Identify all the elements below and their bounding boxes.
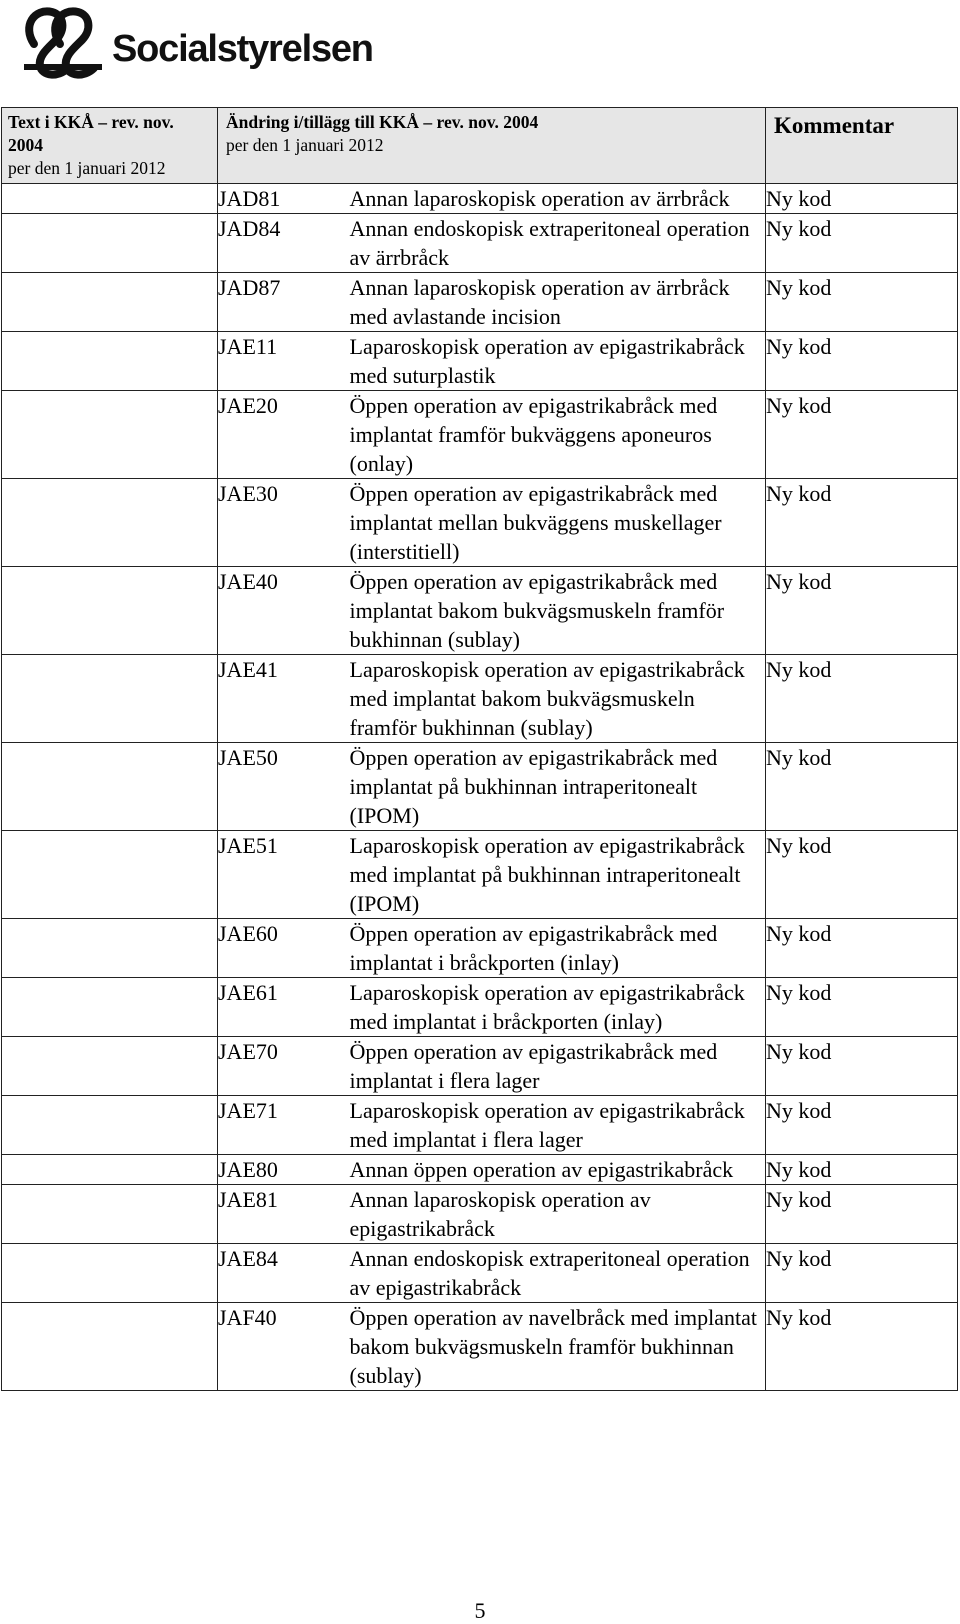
table-row — [2, 391, 958, 479]
comment-cell: Ny kod — [766, 1155, 958, 1185]
code-table — [1, 107, 958, 1391]
code-cell: JAE20 — [218, 391, 350, 479]
description-cell: Laparoskopisk operation av epigastrikabråck med suturplastik — [350, 332, 766, 391]
header-change-subtitle: per den 1 januari 2012 — [226, 135, 384, 155]
description-cell: Öppen operation av navelbråck med implantat bakom bukvägsmuskeln framför bukhinnan (sublay) — [350, 1303, 766, 1391]
code-cell: JAE30 — [218, 479, 350, 567]
table-row — [2, 1303, 958, 1391]
code-cell: JAD87 — [218, 273, 350, 332]
old-text-cell — [2, 978, 218, 1037]
description-cell: Annan öppen operation av epigastrikabråck — [350, 1155, 766, 1185]
description-cell: Öppen operation av epigastrikabråck med implantat bakom bukvägsmuskeln framför bukhinnan (sublay) — [350, 567, 766, 655]
comment-cell: Ny kod — [766, 1096, 958, 1155]
code-cell: JAE81 — [218, 1185, 350, 1244]
old-text-cell — [2, 1185, 218, 1244]
table-row — [2, 655, 958, 743]
table-row — [2, 1037, 958, 1096]
old-text-cell — [2, 479, 218, 567]
comment-cell: Ny kod — [766, 1303, 958, 1391]
description-cell: Öppen operation av epigastrikabråck med implantat i flera lager — [350, 1037, 766, 1096]
code-cell: JAE51 — [218, 831, 350, 919]
code-cell: JAE60 — [218, 919, 350, 978]
old-text-cell — [2, 332, 218, 391]
description-cell: Öppen operation av epigastrikabråck med implantat mellan bukväggens muskellager (interstitiell) — [350, 479, 766, 567]
description-cell: Annan laparoskopisk operation av ärrbråck med avlastande incision — [350, 273, 766, 332]
table-row — [2, 332, 958, 391]
code-cell: JAE41 — [218, 655, 350, 743]
comment-cell: Ny kod — [766, 184, 958, 214]
header-old-subtitle: per den 1 januari 2012 — [8, 158, 166, 178]
description-cell: Öppen operation av epigastrikabråck med implantat på bukhinnan intraperitonealt (IPOM) — [350, 743, 766, 831]
comment-cell: Ny kod — [766, 1244, 958, 1303]
comment-cell: Ny kod — [766, 1037, 958, 1096]
comment-cell: Ny kod — [766, 655, 958, 743]
table-header-row — [2, 108, 958, 184]
code-cell: JAE40 — [218, 567, 350, 655]
old-text-cell — [2, 1244, 218, 1303]
socialstyrelsen-logo — [20, 4, 420, 84]
old-text-cell — [2, 919, 218, 978]
old-text-cell — [2, 831, 218, 919]
comment-cell: Ny kod — [766, 1185, 958, 1244]
old-text-cell — [2, 1096, 218, 1155]
page-number: 5 — [474, 1598, 486, 1623]
description-cell: Annan endoskopisk extraperitoneal operation av epigastrikabråck — [350, 1244, 766, 1303]
old-text-cell — [2, 1303, 218, 1391]
code-cell: JAF40 — [218, 1303, 350, 1391]
code-cell: JAE80 — [218, 1155, 350, 1185]
comment-cell: Ny kod — [766, 978, 958, 1037]
table-row — [2, 214, 958, 273]
old-text-cell — [2, 391, 218, 479]
description-cell: Annan endoskopisk extraperitoneal operation av ärrbråck — [350, 214, 766, 273]
comment-cell: Ny kod — [766, 391, 958, 479]
table-row — [2, 1244, 958, 1303]
logo-text: Socialstyrelsen — [112, 28, 373, 70]
table-row — [2, 831, 958, 919]
code-cell: JAE11 — [218, 332, 350, 391]
table-row — [2, 1155, 958, 1185]
header-change-title: Ändring i/tillägg till KKÅ – rev. nov. 2004 — [226, 112, 539, 132]
code-cell: JAE61 — [218, 978, 350, 1037]
table-row — [2, 978, 958, 1037]
code-cell: JAD84 — [218, 214, 350, 273]
header-old-text — [2, 108, 218, 184]
comment-cell: Ny kod — [766, 332, 958, 391]
comment-cell: Ny kod — [766, 743, 958, 831]
description-cell: Laparoskopisk operation av epigastrikabråck med implantat i bråckporten (inlay) — [350, 978, 766, 1037]
comment-cell: Ny kod — [766, 831, 958, 919]
code-cell: JAE84 — [218, 1244, 350, 1303]
table-row — [2, 479, 958, 567]
table-row — [2, 919, 958, 978]
old-text-cell — [2, 1155, 218, 1185]
table-body — [2, 184, 958, 1391]
code-cell: JAE70 — [218, 1037, 350, 1096]
comment-cell: Ny kod — [766, 214, 958, 273]
description-cell: Laparoskopisk operation av epigastrikabråck med implantat i flera lager — [350, 1096, 766, 1155]
description-cell: Öppen operation av epigastrikabråck med implantat i bråckporten (inlay) — [350, 919, 766, 978]
header-old-title: Text i KKÅ – rev. nov. 2004 — [8, 112, 174, 155]
old-text-cell — [2, 273, 218, 332]
code-cell: JAE50 — [218, 743, 350, 831]
comment-cell: Ny kod — [766, 273, 958, 332]
old-text-cell — [2, 184, 218, 214]
old-text-cell — [2, 567, 218, 655]
old-text-cell — [2, 1037, 218, 1096]
comment-cell: Ny kod — [766, 567, 958, 655]
table-row — [2, 1185, 958, 1244]
header-comment — [766, 108, 958, 184]
table-row — [2, 567, 958, 655]
old-text-cell — [2, 655, 218, 743]
table-row — [2, 273, 958, 332]
description-cell: Annan laparoskopisk operation av epigastrikabråck — [350, 1185, 766, 1244]
code-cell: JAD81 — [218, 184, 350, 214]
header-comment-title: Kommentar — [774, 113, 895, 138]
description-cell: Öppen operation av epigastrikabråck med implantat framför bukväggens aponeuros (onlay) — [350, 391, 766, 479]
comment-cell: Ny kod — [766, 479, 958, 567]
description-cell: Laparoskopisk operation av epigastrikabråck med implantat på bukhinnan intraperitonealt (IPOM) — [350, 831, 766, 919]
code-cell: JAE71 — [218, 1096, 350, 1155]
description-cell: Annan laparoskopisk operation av ärrbråck — [350, 184, 766, 214]
table-row — [2, 184, 958, 214]
old-text-cell — [2, 743, 218, 831]
table-row — [2, 1096, 958, 1155]
table-row — [2, 743, 958, 831]
description-cell: Laparoskopisk operation av epigastrikabråck med implantat bakom bukvägsmuskeln framför bukhinnan (sublay) — [350, 655, 766, 743]
header-change — [218, 108, 766, 184]
old-text-cell — [2, 214, 218, 273]
logo-mark-icon — [20, 4, 106, 80]
comment-cell: Ny kod — [766, 919, 958, 978]
